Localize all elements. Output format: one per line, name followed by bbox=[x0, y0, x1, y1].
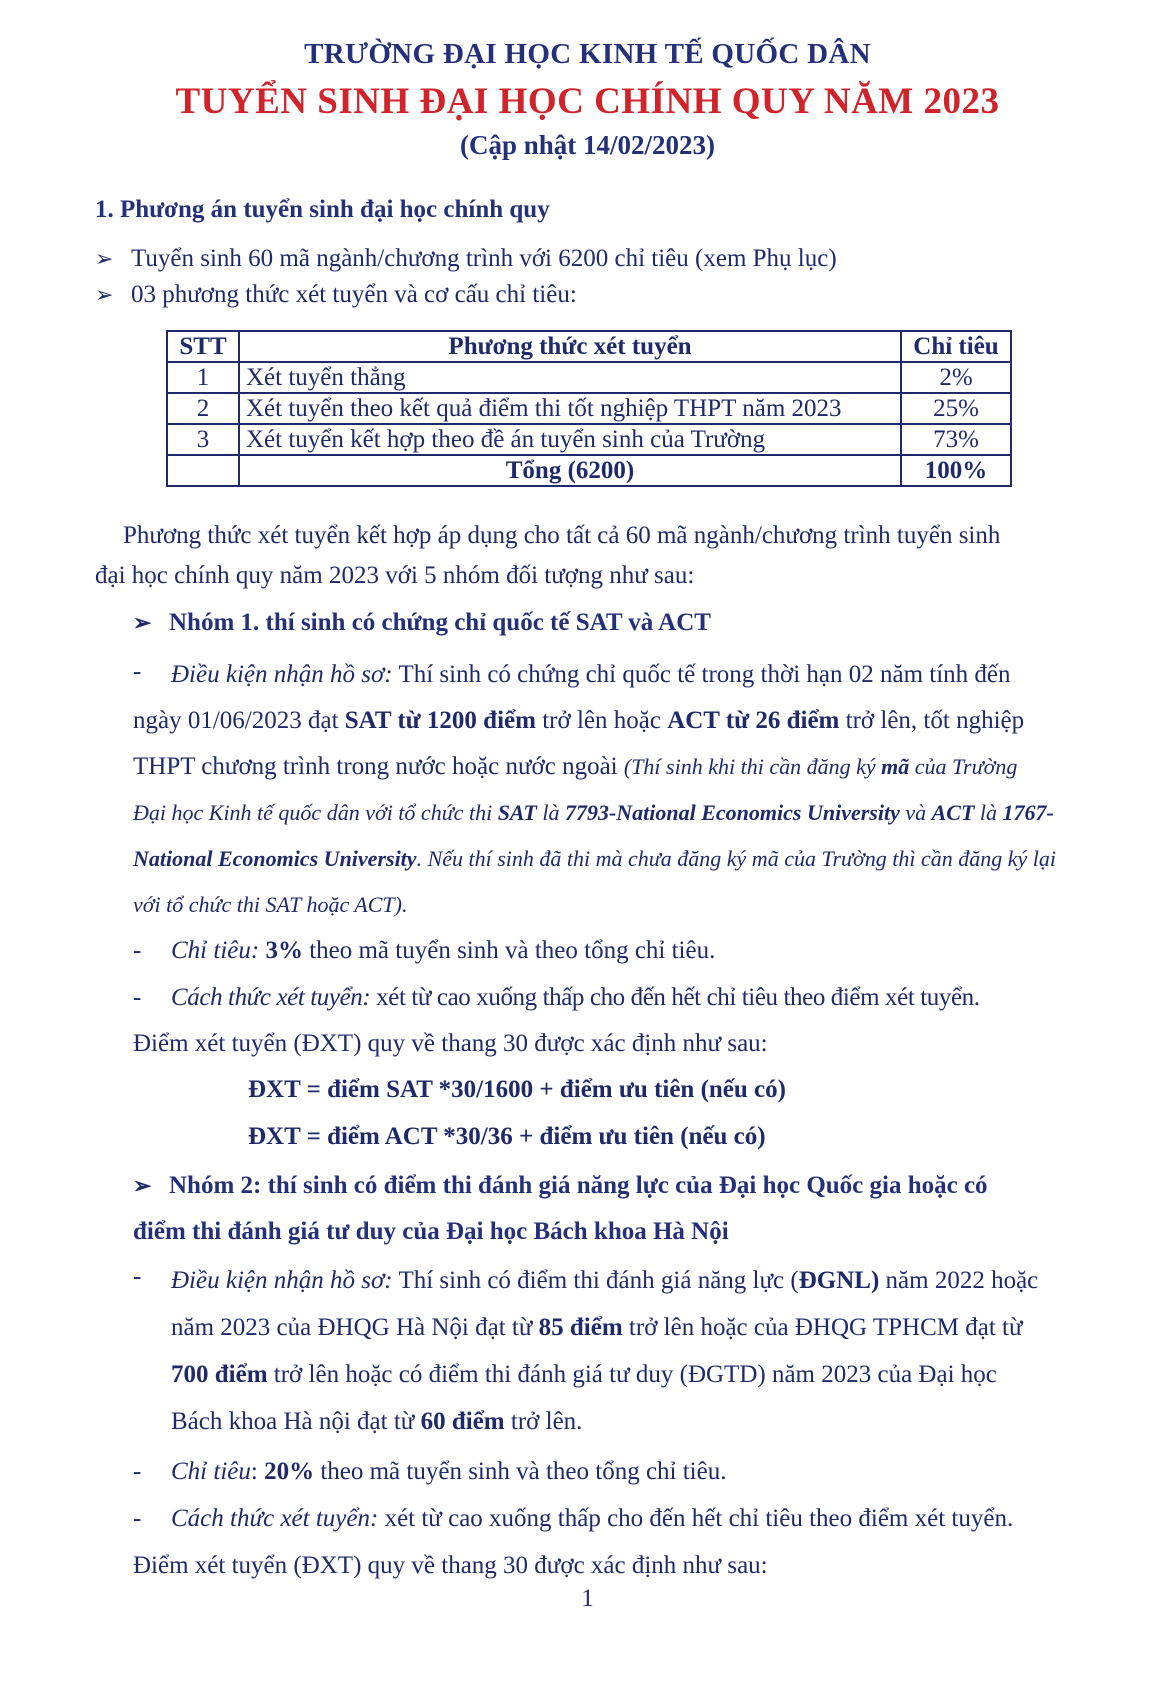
intro-paragraph: Phương thức xét tuyển kết hợp áp dụng cho tất cả 60 mã ngành/chương trình tuyển sinh đại học chính quy năm 2023 với 5 nhóm đối tượng như sau: bbox=[95, 522, 1001, 589]
section-heading: 1. Phương án tuyển sinh đại học chính quy bbox=[95, 196, 550, 223]
table-header-row bbox=[167, 331, 1011, 362]
university-name: TRƯỜNG ĐẠI HỌC KINH TẾ QUỐC DÂN bbox=[304, 38, 871, 70]
group1-method: Cách thức xét tuyển: xét từ cao xuống thấp cho đến hết chỉ tiêu theo điểm xét tuyển. bbox=[171, 984, 980, 1011]
header-cell: Chỉ tiêu bbox=[901, 331, 1011, 362]
formula-act: ĐXT = điểm ACT *30/36 + điểm ưu tiên (nếu có) bbox=[248, 1123, 766, 1150]
update-date: (Cập nhật 14/02/2023) bbox=[459, 130, 716, 160]
dash-bullet: - bbox=[133, 1458, 142, 1485]
table-row: 2 Xét tuyển theo kết quả điểm thi tốt nghiệp THPT năm 2023 25% bbox=[167, 393, 1011, 424]
page-number: 1 bbox=[581, 1585, 594, 1612]
total-value: 100% bbox=[901, 455, 1011, 486]
bullet-item: ➢ Tuyển sinh 60 mã ngành/chương trình với 6200 chỉ tiêu (xem Phụ lục) bbox=[95, 245, 837, 272]
arrow-bullet-icon: ➢ bbox=[95, 282, 114, 307]
group1-quota: Chỉ tiêu: 3% theo mã tuyển sinh và theo tổng chỉ tiêu. bbox=[171, 937, 716, 964]
dash-bullet: - bbox=[133, 658, 142, 685]
document-title: TUYỂN SINH ĐẠI HỌC CHÍNH QUY NĂM 2023 bbox=[175, 81, 1000, 122]
table-total-row bbox=[167, 455, 1011, 486]
group1-conditions: Điều kiện nhận hồ sơ: Thí sinh có chứng chỉ quốc tế trong thời hạn 02 năm tính đến ngày 01/06/2023 đạt SAT từ 1200 điểm trở lên hoặc ACT từ 26 điểm trở lên, tốt nghiệp THPT chương trình trong nước hoặc nước ngoài (Thí sinh khi thi cần đăng ký mã của Trường Đại học Kinh tế quốc dân với tổ chức thi SAT là 7793-National Economics University và ACT là 1767- National Economics University. Nếu thí sinh đã thi mà chưa đăng ký mã của Trường thì cần đăng ký lại với tổ chức thi SAT hoặc ACT). bbox=[133, 661, 1057, 917]
total-label: Tổng (6200) bbox=[239, 455, 901, 486]
group1-heading: ➢ Nhóm 1. thí sinh có chứng chỉ quốc tế SAT và ACT bbox=[133, 603, 711, 643]
header-cell: STT bbox=[167, 331, 239, 362]
table-row: 3 Xét tuyển kết hợp theo đề án tuyển sinh của Trường 73% bbox=[167, 424, 1011, 455]
quota-table bbox=[166, 330, 1012, 487]
dash-bullet: - bbox=[133, 984, 142, 1011]
dash-bullet: - bbox=[133, 937, 142, 964]
group2-method: Cách thức xét tuyển: xét từ cao xuống thấp cho đến hết chỉ tiêu theo điểm xét tuyển. bbox=[171, 1505, 1014, 1532]
group2-quota: Chỉ tiêu: 20% theo mã tuyển sinh và theo tổng chỉ tiêu. bbox=[171, 1458, 727, 1485]
header-cell: Phương thức xét tuyển bbox=[239, 331, 901, 362]
dash-bullet: - bbox=[133, 1505, 142, 1532]
arrow-bullet-icon: ➢ bbox=[133, 1173, 152, 1198]
arrow-bullet-icon: ➢ bbox=[95, 246, 114, 271]
arrow-bullet-icon: ➢ bbox=[133, 610, 152, 635]
group2-score-intro: Điểm xét tuyển (ĐXT) quy về thang 30 được xác định như sau: bbox=[133, 1552, 768, 1579]
bullet-item: ➢ 03 phương thức xét tuyển và cơ cấu chỉ tiêu: bbox=[95, 281, 577, 308]
table-row: 1 Xét tuyển thẳng 2% bbox=[167, 362, 1011, 393]
formula-sat: ĐXT = điểm SAT *30/1600 + điểm ưu tiên (nếu có) bbox=[248, 1076, 786, 1103]
group1-score-intro: Điểm xét tuyển (ĐXT) quy về thang 30 được xác định như sau: bbox=[133, 1030, 768, 1057]
dash-bullet: - bbox=[133, 1263, 142, 1290]
group2-conditions: Điều kiện nhận hồ sơ: Thí sinh có điểm thi đánh giá năng lực (ĐGNL) năm 2022 hoặc năm 2023 của ĐHQG Hà Nội đạt từ 85 điểm trở lên hoặc của ĐHQG TPHCM đạt từ 700 điểm trở lên hoặc có điểm thi đánh giá tư duy (ĐGTD) năm 2023 của Đại học Bách khoa Hà nội đạt từ 60 điểm trở lên. bbox=[171, 1267, 1039, 1435]
group2-heading: ➢ Nhóm 2: thí sinh có điểm thi đánh giá năng lực của Đại học Quốc gia hoặc có điểm thi đánh giá tư duy của Đại học Bách khoa Hà Nội bbox=[133, 1163, 1087, 1255]
